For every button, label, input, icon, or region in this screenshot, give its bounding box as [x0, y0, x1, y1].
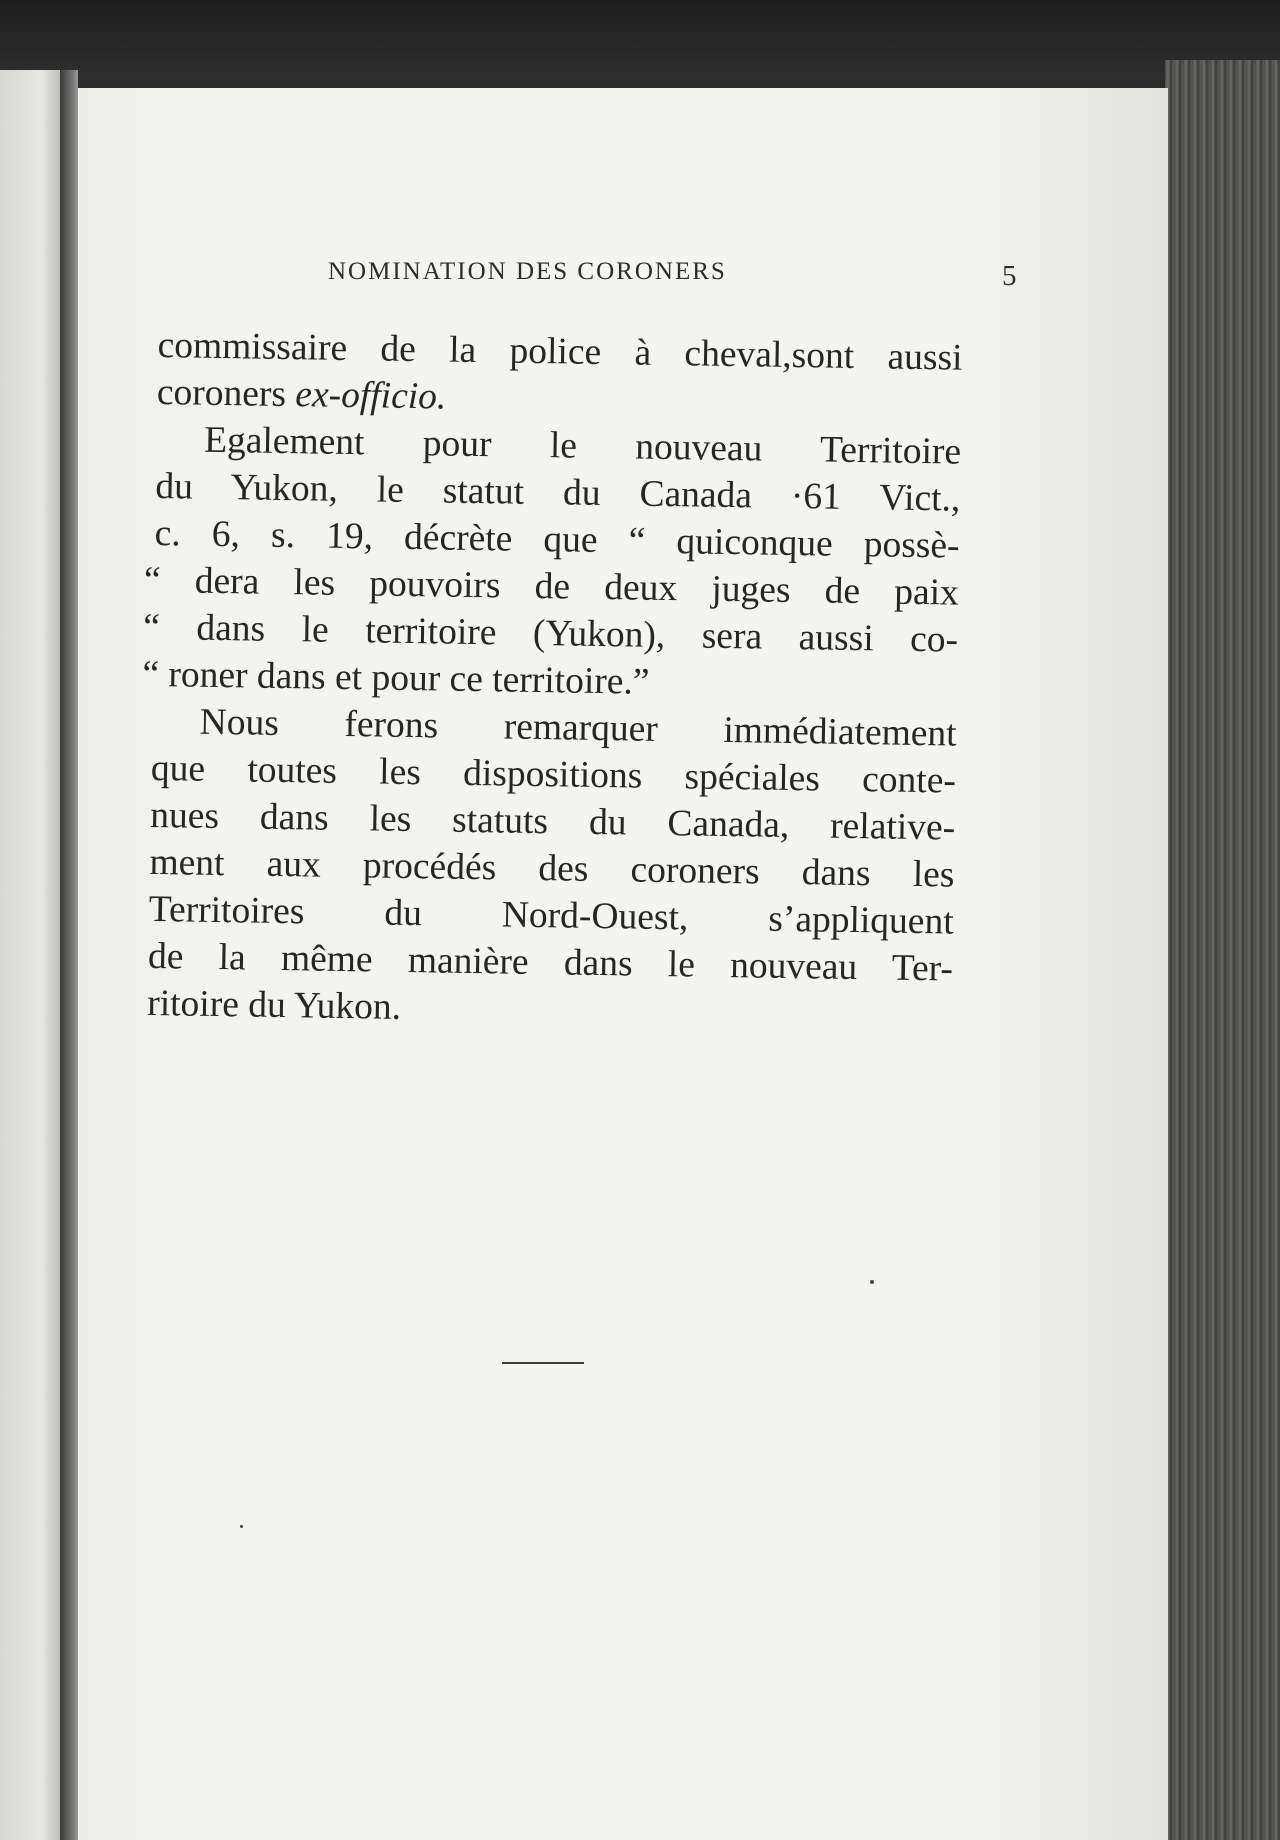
text-line: c. 6, s. 19, décrète que “ quiconque possè- [154, 512, 960, 567]
paragraph-start-line: Egalement pour le nouveau Territoire [203, 419, 962, 473]
text-line: Territoires du Nord-Ouest, s’appliquent [148, 888, 954, 943]
text-line: ment aux procédés des coroners dans les [149, 841, 955, 896]
scan-speck [240, 1525, 243, 1528]
text-line: du Yukon, le statut du Canada ·61 Vict., [155, 465, 961, 520]
book-gutter [60, 70, 78, 1840]
text-line: que toutes les dispositions spéciales conte- [150, 747, 957, 802]
running-header-title: NOMINATION DES CORONERS [328, 258, 727, 285]
facing-page-edge [0, 70, 60, 1840]
quoted-line: “ dera les pouvoirs de deux juges de paix [143, 559, 960, 614]
section-end-rule [502, 1362, 584, 1364]
page-edges [1165, 60, 1280, 1840]
scan-border-top [0, 0, 1280, 80]
text-line: nues dans les statuts du Canada, relative- [149, 794, 956, 849]
text-line: de la même manière dans le nouveau Ter- [147, 935, 954, 990]
quoted-line: “ dans le territoire (Yukon), sera aussi co- [142, 606, 959, 661]
paragraph-start-line: Nous ferons remarquer immédiatement [199, 701, 957, 755]
text-fragment: coroners [156, 371, 287, 416]
text-line: commissaire de la police à cheval,sont aussi [157, 324, 963, 379]
body-text [142, 322, 963, 1040]
quoted-line: “ roner dans et pour ce territoire.” [142, 653, 650, 703]
italic-term: ex-officio. [295, 374, 447, 418]
text-line: ritoire du Yukon. [146, 982, 402, 1028]
scan-speck [870, 1280, 874, 1284]
page-number: 5 [1002, 260, 1017, 292]
